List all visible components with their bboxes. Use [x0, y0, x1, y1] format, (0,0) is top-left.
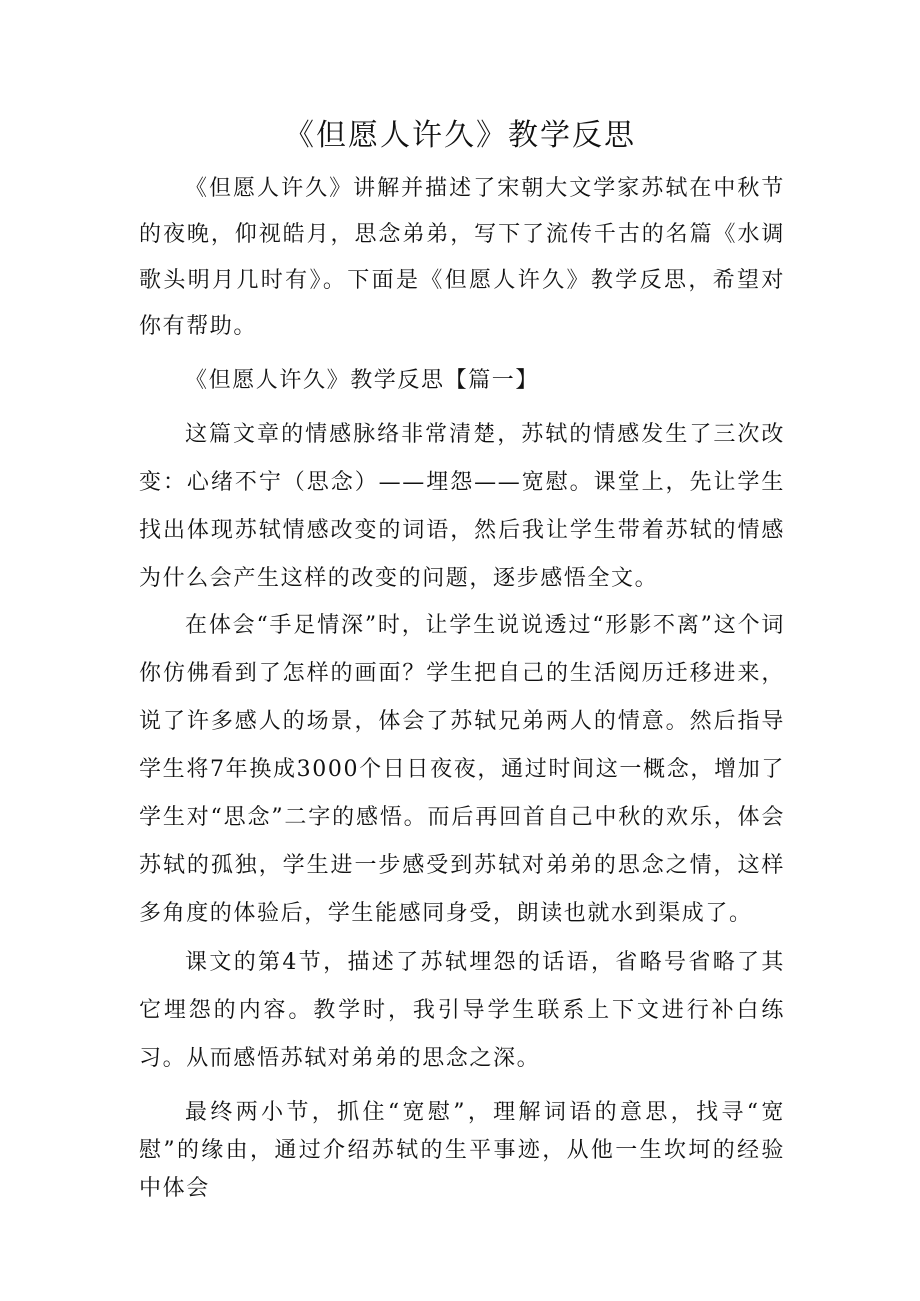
body-paragraph-4: 最终两小节，抓住“宽慰”，理解词语的意思，找寻“宽慰”的缘由，通过介绍苏轼的生平事迹，从他一生坎坷的经验中体会: [139, 1100, 785, 1201]
body-paragraph-3: 课文的第4节，描述了苏轼埋怨的话语，省略号省略了其它埋怨的内容。教学时，我引导学生联系上下文进行补白练习。从而感悟苏轼对弟弟的思念之深。: [139, 950, 785, 1071]
intro-paragraph: 《但愿人许久》讲解并描述了宋朝大文学家苏轼在中秋节的夜晚，仰视皓月，思念弟弟，写下了流传千古的名篇《水调歌头明月几时有》。下面是《但愿人许久》教学反思，希望对你有帮助。: [139, 176, 785, 339]
body-paragraph-1: 这篇文章的情感脉络非常清楚，苏轼的情感发生了三次改变：心绪不宁（思念）——埋怨——宽慰。课堂上，先让学生找出体现苏轼情感改变的词语，然后我让学生带着苏轼的情感为什么会产生这样的改变的问题，逐步感悟全文。: [139, 422, 785, 591]
document-title: 《但愿人许久》教学反思: [284, 118, 636, 153]
section-heading: 《但愿人许久》教学反思【篇一】: [185, 368, 540, 393]
body-paragraph-2: 在体会“手足情深”时，让学生说说透过“形影不离”这个词你仿佛看到了怎样的画面？学生把自己的生活阅历迁移进来，说了许多感人的场景，体会了苏轼兄弟两人的情意。然后指导学生将7年换成3000个日日夜夜，通过时间这一概念，增加了学生对“思念”二字的感悟。而后再回首自己中秋的欢乐，体会苏轼的孤独，学生进一步感受到苏轼对弟弟的思念之情，这样多角度的体验后，学生能感同身受，朗读也就水到渠成了。: [139, 613, 785, 926]
